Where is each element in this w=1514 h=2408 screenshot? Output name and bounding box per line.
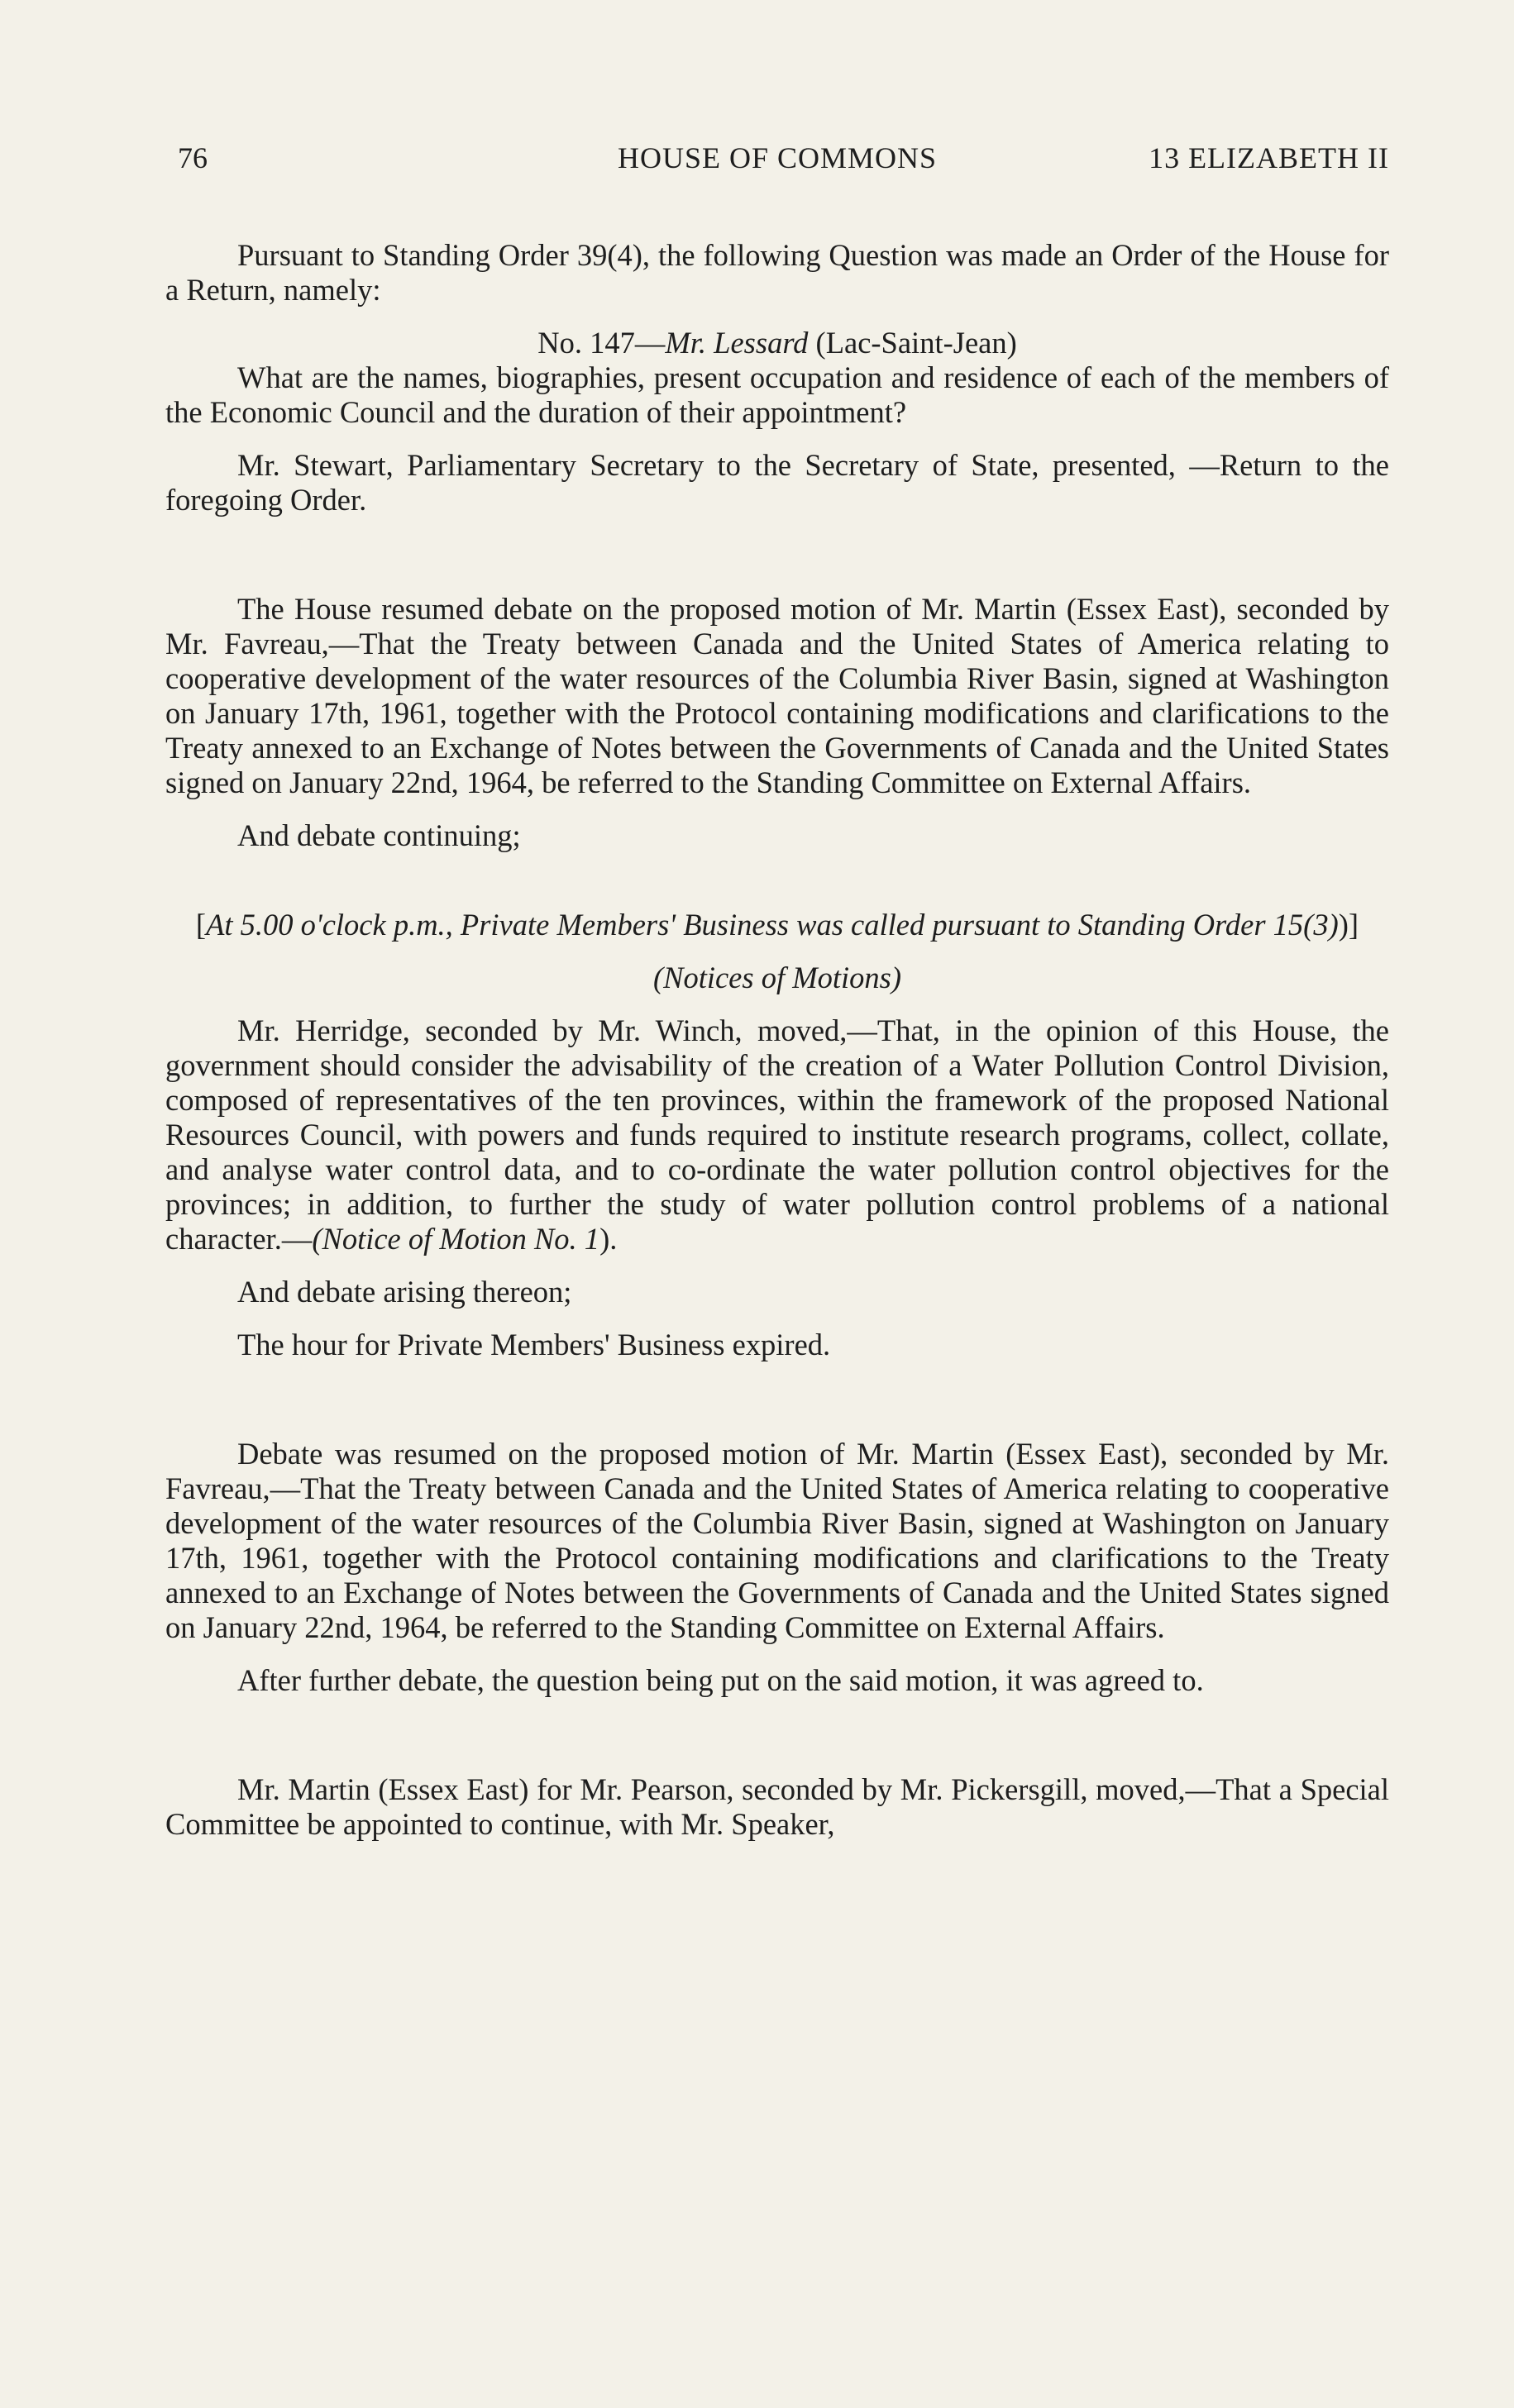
running-head: [165, 141, 1389, 177]
question-riding: (Lac-Saint-Jean): [808, 326, 1017, 360]
document-page: [165, 141, 1389, 1842]
debate-continuing-paragraph: And debate continuing;: [237, 818, 521, 852]
agreed-paragraph: After further debate, the question being put on the said motion, it was agreed to.: [237, 1663, 1204, 1697]
page-number: 76: [178, 141, 208, 174]
private-members-business-note: [165, 908, 1389, 942]
hour-expired-paragraph: The hour for Private Members' Business expired.: [237, 1328, 831, 1361]
debate-arising-paragraph: And debate arising thereon;: [237, 1275, 572, 1309]
bracket-text: At 5.00 o'clock p.m., Private Members' Business was called pursuant to Standing Order 15(3): [206, 908, 1339, 942]
question-number: No. 147—: [537, 326, 666, 360]
bracket-open: [: [195, 908, 207, 942]
notices-heading: [165, 961, 1389, 995]
debate-paragraph: The House resumed debate on the proposed motion of Mr. Martin (Essex East), seconded by Mr. Favreau,—That the Treaty between Canada and the United States of America relating to cooperative development of the water resources of the Columbia River Basin, signed at Washington on January 17th, 1961, together with the Protocol containing modifications and clarifications to the Treaty annexed to an Exchange of Notes between the Governments of Canada and the United States signed on January 22nd, 1964, be referred to the Standing Committee on External Affairs.: [165, 592, 1389, 799]
question-text-paragraph: What are the names, biographies, present occupation and residence of each of the members of the Economic Council and the duration of their appointment?: [165, 360, 1389, 429]
question-intro-paragraph: Pursuant to Standing Order 39(4), the following Question was made an Order of the House for a Return, namely:: [165, 238, 1389, 307]
question-heading: [165, 326, 1389, 360]
herridge-motion-paragraph: [165, 1013, 1389, 1256]
special-committee-paragraph: Mr. Martin (Essex East) for Mr. Pearson, seconded by Mr. Pickersgill, moved,—That a Special Committee be appointed to continue, with Mr. Speaker,: [165, 1772, 1389, 1841]
question-member: Mr. Lessard: [665, 326, 809, 360]
motion-text: Mr. Herridge, seconded by Mr. Winch, moved,—That, in the opinion of this House, the government should consider the advisability of the creation of a Water Pollution Control Division, composed of representatives of the ten provinces, within the framework of the proposed National Resources Council, with powers and funds required to institute research programs, collect, collate, and analyse water control data, and to co-ordinate the water pollution control objectives for the provinces; in addition, to further the study of water pollution control problems of a national character.—: [165, 1013, 1389, 1256]
debate-resumed-paragraph: Debate was resumed on the proposed motion of Mr. Martin (Essex East), seconded by Mr. Favreau,—That the Treaty between Canada and the United States of America relating to cooperative development of the water resources of the Columbia River Basin, signed at Washington on January 17th, 1961, together with the Protocol containing modifications and clarifications to the Treaty annexed to an Exchange of Notes between the Governments of Canada and the United States signed on January 22nd, 1964, be referred to the Standing Committee on External Affairs.: [165, 1437, 1389, 1644]
page-title: HOUSE OF COMMONS: [617, 141, 938, 174]
return-paragraph: Mr. Stewart, Parliamentary Secretary to the Secretary of State, presented, —Return to the foregoing Order.: [165, 448, 1389, 517]
motion-close: ).: [599, 1222, 618, 1256]
motion-notice: (Notice of Motion No. 1: [312, 1222, 600, 1256]
regnal-year: 13 ELIZABETH II: [1149, 141, 1389, 174]
notices-heading-text: (Notices of Motions): [652, 961, 902, 994]
bracket-close: )]: [1338, 908, 1359, 942]
